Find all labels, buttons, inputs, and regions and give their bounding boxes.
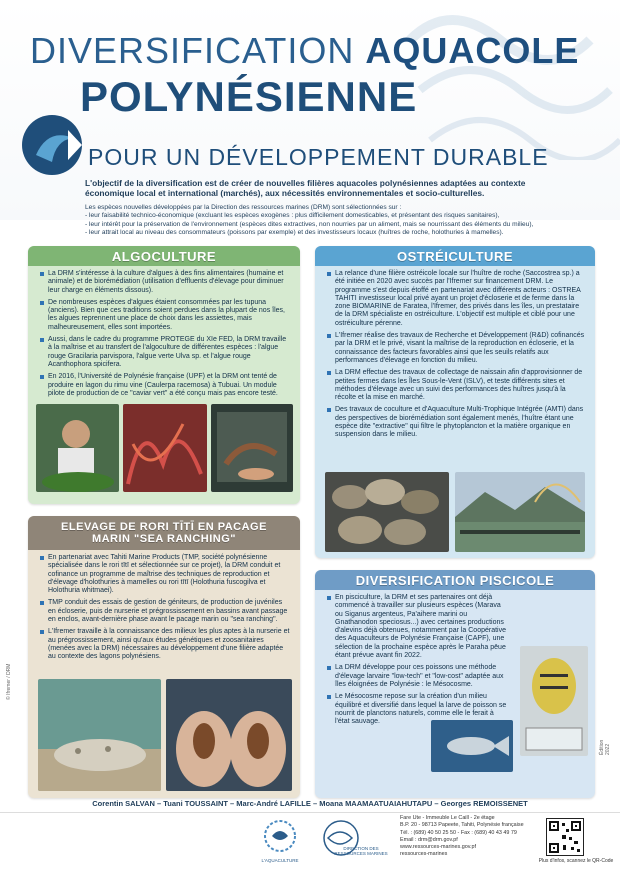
bullet-item: La DRM développe pour ces poissons une méthode d'élevage larvaire "low-tech" et "low-cost" adaptée aux îles éloignées de Polynésie : le Mésocosme. <box>327 664 507 689</box>
bullet-item: En pisciculture, la DRM et ses partenaires ont déjà commencé à travailler sur plusieurs espèces (Marava ou Siganus argenteus, Pa'aihere marini ou Gnathanodon speciosus...) avec certaines productions d'alevins déjà obtenues, notamment par la Coopérative des Aquaculteurs de Polynésie Française (CAPF), une sélection de la prochaine espèce après le Paraha pēue étant prévue avant fin 2022. <box>327 594 507 660</box>
contact-line: B.P. 20 - 98713 Papeete, Tahiti, Polynésie française <box>400 822 524 829</box>
bullet-item: Le Mésocosme repose sur la création d'un milieu équilibré et diversifié dans lequel la larve de poisson se nourrit de planctons naturels, comme elle le ferait à l'état sauvage. <box>327 693 507 726</box>
bullet-item: L'Ifremer travaille à la connaissance des milieux les plus aptes à la nurserie et au prégrossissement, ainsi qu'aux études génétiques et zoosanitaires (menées avec la DRM) nécessaires au développement d'une filière adaptée au contexte des lagons polynésiens. <box>40 628 290 661</box>
contact-line: Fare Ute - Immeuble Le Caill - 2e étage <box>400 815 495 821</box>
ostreiculture-panel <box>315 246 595 558</box>
pisciculture-title: DIVERSIFICATION PISCICOLE <box>315 570 595 590</box>
bullet-item: En partenariat avec Tahiti Marine Products (TMP, société polynésienne spécialisée dans le rori tītī et sélectionnée sur ce projet), la DRM conduit et cofinance un programme de maîtrise des techniques de reproduction et d'élevage d'holothuries à mamelles ou rori tītī (Holothuria fuscogilva et Holothuria whitmaei). <box>40 554 290 595</box>
pisciculture-bullets <box>315 590 517 726</box>
algoculture-title: ALGOCULTURE <box>28 246 300 266</box>
bullet-item: Aussi, dans le cadre du programme PROTEGE du XIe FED, la DRM travaille à la maîtrise et au transfert de l'algoculture de différentes espèces : l'algue rouge Gracilaria parvispora, l'algue verte Ulva sp. et l'algue rouge Acanthophora spicifera. <box>40 336 290 369</box>
swimming-fish-photo <box>431 720 513 772</box>
authors-line: Corentin SALVAN – Tuani TOUSSAINT – Marc-André LAFILLE – Moana MAAMAATUAIAHUTAPU – Georges REMOISSENET <box>92 799 528 808</box>
rori-title-line2: MARIN "SEA RANCHING" <box>91 533 237 545</box>
page-title-line2: POLYNÉSIENNE <box>80 73 418 120</box>
photo-credit: © Ifremer / DRM <box>6 663 12 700</box>
rori-title-line1: ELEVAGE DE RORI TĪTĪ EN PACAGE <box>61 521 267 533</box>
logo-caption: L'AQUACULTURE <box>261 858 299 863</box>
bullet-item: De nombreuses espèces d'algues étaient consommées par les tupuna (anciens). Bien que ces traditions soient perdues dans la plupart de nos îles, les algues reprennent une place de choix dans les assiettes, mais malheureusement, elles sont importées. <box>40 299 290 332</box>
bullet-item: L'Ifremer réalise des travaux de Recherche et Développement (R&D) cofinancés par la DRM et le privé, visant la maîtrise de la reproduction en écloserie, et la connaissance des facteurs favorables ainsi que les seuils relatifs aux performances d'élevage en fonction du milieu. <box>327 332 585 365</box>
bullet-item: Des travaux de coculture et d'Aquaculture Multi-Trophique Intégrée (AMTI) dans des perspectives de biorémédiation sont également menés, l'huître étant une espèce dite "extractive" qui filtre le phytoplancton et la matière organique en suspension dans le milieu. <box>327 406 585 439</box>
decorative-pattern-icon <box>390 0 620 160</box>
pisciculture-panel <box>315 570 595 798</box>
farm-landscape-photo <box>455 472 585 552</box>
contact-email[interactable]: Email : drm@drm.gov.pf <box>400 836 458 843</box>
rori-bullets <box>28 550 300 662</box>
ostreiculture-title: OSTRÉICULTURE <box>315 246 595 266</box>
algae-woman-photo <box>36 404 119 492</box>
logo-caption: DIRECTION DES RESSOURCES MARINES <box>334 846 388 856</box>
page-subtitle: POUR UN DÉVELOPPEMENT DURABLE <box>88 144 549 170</box>
rori-title <box>28 516 300 550</box>
contact-facebook[interactable]: ressources-marines <box>400 851 448 858</box>
intro-criteria <box>85 204 575 238</box>
criteria-item: - leur attrait local au niveau des consommateurs (poissons par exemple) et des investisseurs locaux (huîtres de roche, holothuries à mamelles). <box>85 229 504 237</box>
criteria-item: - leur faisabilité technico-économique (excluant les espèces exogènes : plus difficilement domesticables, et présentant des risques sanitaires), <box>85 212 500 220</box>
criteria-intro: Les espèces nouvelles développées par la Direction des ressources marines (DRM) sont sélectionnées sur : <box>85 204 402 211</box>
bullet-item: TMP conduit des essais de gestion de géniteurs, de production de juvéniles en écloserie, puis de nurserie et prégrossissement en bassins avant passage en enclos, avant-dernière phase avant le pacage marin ou "sea ranching". <box>40 599 290 624</box>
bullet-item: La DRM s'intéresse à la culture d'algues à des fins alimentaires (humaine et animale) et de biorémédiation (utilisation d'effluents d'élevage pour diminuer leur charge en éléments dissous). <box>40 270 290 295</box>
page-title-line1 <box>30 30 579 72</box>
red-algae-photo <box>123 404 207 492</box>
rori-panel <box>28 516 300 798</box>
bullet-item: La relance d'une filière ostréicole locale sur l'huître de roche (Saccostrea sp.) a été initiée en 2020 avec succès par l'Ifremer sur financement DRM. Le programme s'est depuis étoffé en partenariat avec différents acteurs : OSTREA TAHITI investisseur local privé ayant un projet d'écloserie et de ferme dans la zone BIOMARINE de Faratea, l'Ifremer, des privés dans les îles, un prestataire de la DRM spécialiste en ostréiculture. L'objectif est multiple et ciblé pour une ostréiculture pérenne. <box>327 270 585 328</box>
intro-lead: L'objectif de la diversification est de créer de nouvelles filières aquacoles polynésiennes adaptées au contexte économique local et international (marchés), aux nécessités environnementales et socio-culturelles. <box>85 178 526 198</box>
contact-line: Tél. : (689) 40 50 25 50 - Fax : (689) 40 43 49 79 <box>400 829 517 836</box>
algoculture-bullets <box>28 266 300 398</box>
title-part2: AQUACOLE <box>365 30 580 71</box>
wave-logo-icon <box>18 110 88 180</box>
criteria-item: - leur intérêt pour la préservation de l'environnement (espèces dites extractives, non nourries par un aliment, mais se nourrissant des éléments du milieu), <box>85 220 534 228</box>
bullet-item: La DRM effectue des travaux de collectage de naissain afin d'approvisionner de petites fermes dans les Îles Sous-le-Vent (ISLV), et teste différents sites et méthodes d'élevage avec un suivi des performances des huîtres jusqu'à la récolte et la mise en marché. <box>327 369 585 402</box>
algae-tray-photo <box>211 404 293 492</box>
juvenile-holothurians-photo <box>166 679 292 791</box>
fish-mesocosm-photo <box>520 646 588 756</box>
ostreiculture-bullets <box>315 266 595 440</box>
title-part1: DIVERSIFICATION <box>30 30 355 71</box>
contact-website[interactable]: www.ressources-marines.gov.pf <box>400 844 476 851</box>
oysters-photo <box>325 472 449 552</box>
drm-circle-logo-icon <box>258 818 302 858</box>
algoculture-panel <box>28 246 300 504</box>
sea-cucumber-photo <box>38 679 161 791</box>
qr-note: Plus d'infos, scannez le QR-Code <box>538 858 614 864</box>
qr-code-icon[interactable] <box>546 818 584 856</box>
contact-block <box>400 815 540 859</box>
edition-label: Édition 2022 <box>599 739 611 755</box>
bullet-item: En 2016, l'Université de Polynésie française (UPF) et la DRM ont tenté de produire en lagon du rimu vine (Caulerpa racemosa) à Tubuai. Un module pilote de production de ce "caviar vert" a été conçu mais pas encore testé. <box>40 373 290 398</box>
